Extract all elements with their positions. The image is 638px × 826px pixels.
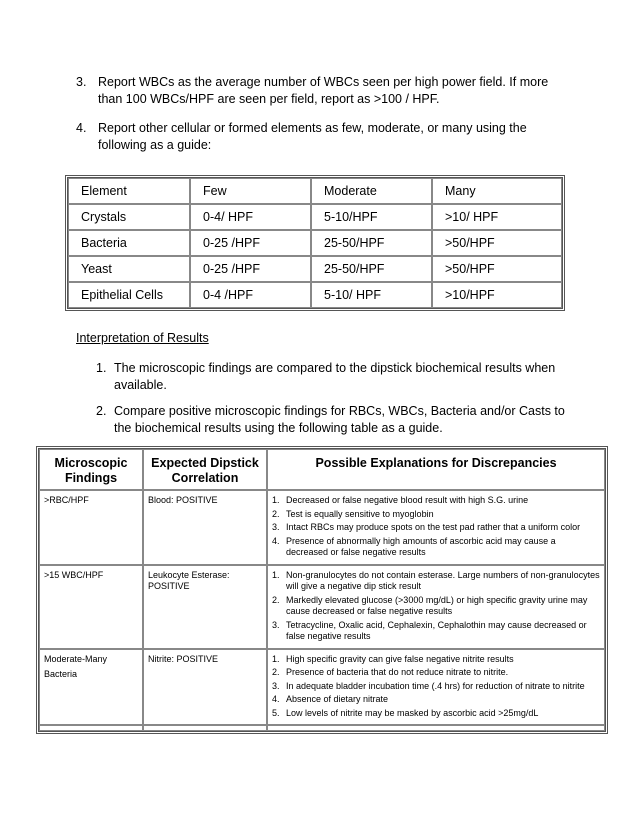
finding-cell [39,565,143,649]
instruction-number: 3. [76,75,87,89]
table-row [68,256,562,282]
table-row [39,565,605,649]
instruction-text: Report WBCs as the average number of WBCs seen per high power field. If more than 100 WBCs/HPF are seen per field, report as >100 / HPF. [98,75,549,106]
table-cell: Crystals [68,204,190,230]
list-item: 3. Tetracycline, Oxalic acid, Cephalexin, Cephalothin may cause decreased or false negative results [272,619,587,641]
table-cell: 0-4/ HPF [190,204,311,230]
discrepancy-table [36,446,608,734]
table-cell: >50/HPF [432,230,562,256]
header-cell: Expected Dipstick Correlation [143,449,267,490]
table-row [39,649,605,726]
table-cell: 25-50/HPF [311,230,432,256]
table-cell: Yeast [68,256,190,282]
table-cell: 25-50/HPF [311,256,432,282]
list-item: 1. Non-granulocytes do not contain esterase. Large numbers of non-granulocytes will give a negative dip stick result [272,569,600,591]
header-cell: Possible Explanations for Discrepancies [267,449,605,490]
finding-cell [39,649,143,726]
instruction-number: 4. [76,121,87,135]
list-item: 2. Test is equally sensitive to myoglobin [272,508,434,519]
item-number: 1. [96,361,107,375]
list-item: 3. Intact RBCs may produce spots on the test pad rather that a uniform color [272,522,581,532]
list-item: 5. Low levels of nitrite may be masked by ascorbic acid >25mg/dL [272,707,539,718]
table-cell: Bacteria [68,230,190,256]
table-cell: 0-25 /HPF [190,256,311,282]
explanations-cell [267,565,605,649]
section-heading: Interpretation of Results [76,331,209,345]
table-cell: 5-10/HPF [311,204,432,230]
table-row [39,490,605,565]
empty-cell [39,725,143,731]
explanations-cell [267,490,605,565]
header-cell: Element [68,178,190,204]
header-cell: Moderate [311,178,432,204]
finding-text: >15 WBC/HPF [44,569,104,580]
list-item: 2. Markedly elevated glucose (>3000 mg/dL) or high specific gravity urine may cause decreased or false negative results [272,594,588,616]
list-item: 3. In adequate bladder incubation time (.4 hrs) for reduction of nitrate to nitrite [272,680,585,691]
finding-cell [39,490,143,565]
finding-text: Moderate-Many [44,653,108,664]
correlation-cell: Leukocyte Esterase: POSITIVE [143,565,267,649]
table-cell: 5-10/ HPF [311,282,432,308]
table-row-empty [39,725,605,731]
instruction-text: Report other cellular or formed elements as few, moderate, or many using the following as a guide: [98,121,527,152]
list-item: 2. Presence of bacteria that do not reduce nitrate to nitrite. [272,667,509,677]
empty-cell [267,725,605,731]
correlation-cell: Nitrite: POSITIVE [143,649,267,726]
explanations-cell [267,649,605,726]
table-header-row [39,449,605,490]
table-row [68,230,562,256]
correlation-cell: Blood: POSITIVE [143,490,267,565]
table-cell: >50/HPF [432,256,562,282]
table-cell: 0-4 /HPF [190,282,311,308]
finding-text: Bacteria [44,669,78,679]
table-cell: Epithelial Cells [68,282,190,308]
list-item: 4. Absence of dietary nitrate [272,694,389,704]
elements-guide-table [65,175,565,311]
list-item: 1. High specific gravity can give false negative nitrite results [272,653,514,664]
list-item: 4. Presence of abnormally high amounts of ascorbic acid may cause a decreased or false negative results [272,535,556,557]
table-cell: 0-25 /HPF [190,230,311,256]
item-text: The microscopic findings are compared to the dipstick biochemical results when available. [114,361,556,392]
table-row [68,282,562,308]
table-cell: >10/HPF [432,282,562,308]
header-cell: Many [432,178,562,204]
header-cell: Few [190,178,311,204]
table-header-row [68,178,562,204]
table-row [68,204,562,230]
list-item: 1. Decreased or false negative blood result with high S.G. urine [272,495,529,505]
item-number: 2. [96,404,107,418]
item-text: Compare positive microscopic findings for RBCs, WBCs, Bacteria and/or Casts to the biochemical results using the following table as a guide. [114,404,565,435]
finding-text: >RBC/HPF [44,495,89,505]
header-cell: Microscopic Findings [39,449,143,490]
empty-cell [143,725,267,731]
table-cell: >10/ HPF [432,204,562,230]
